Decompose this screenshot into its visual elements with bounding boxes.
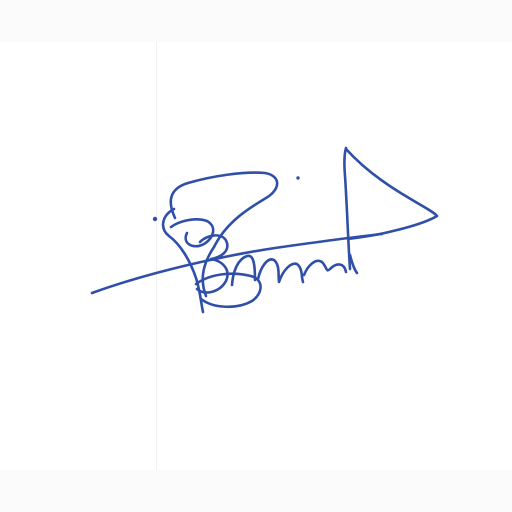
signature-left-loop bbox=[163, 209, 203, 312]
signature-tail-stroke bbox=[350, 255, 357, 273]
signature-ink-dot-left bbox=[153, 217, 157, 221]
signature-flag-stem bbox=[344, 148, 350, 269]
signature-letter-m bbox=[304, 261, 346, 275]
signature-letter-r bbox=[232, 256, 255, 285]
signature-ink-dot-top bbox=[296, 176, 299, 179]
signature-flag bbox=[346, 149, 437, 239]
signature-letter-n bbox=[258, 259, 303, 282]
signature-bowl-loop bbox=[196, 274, 261, 307]
